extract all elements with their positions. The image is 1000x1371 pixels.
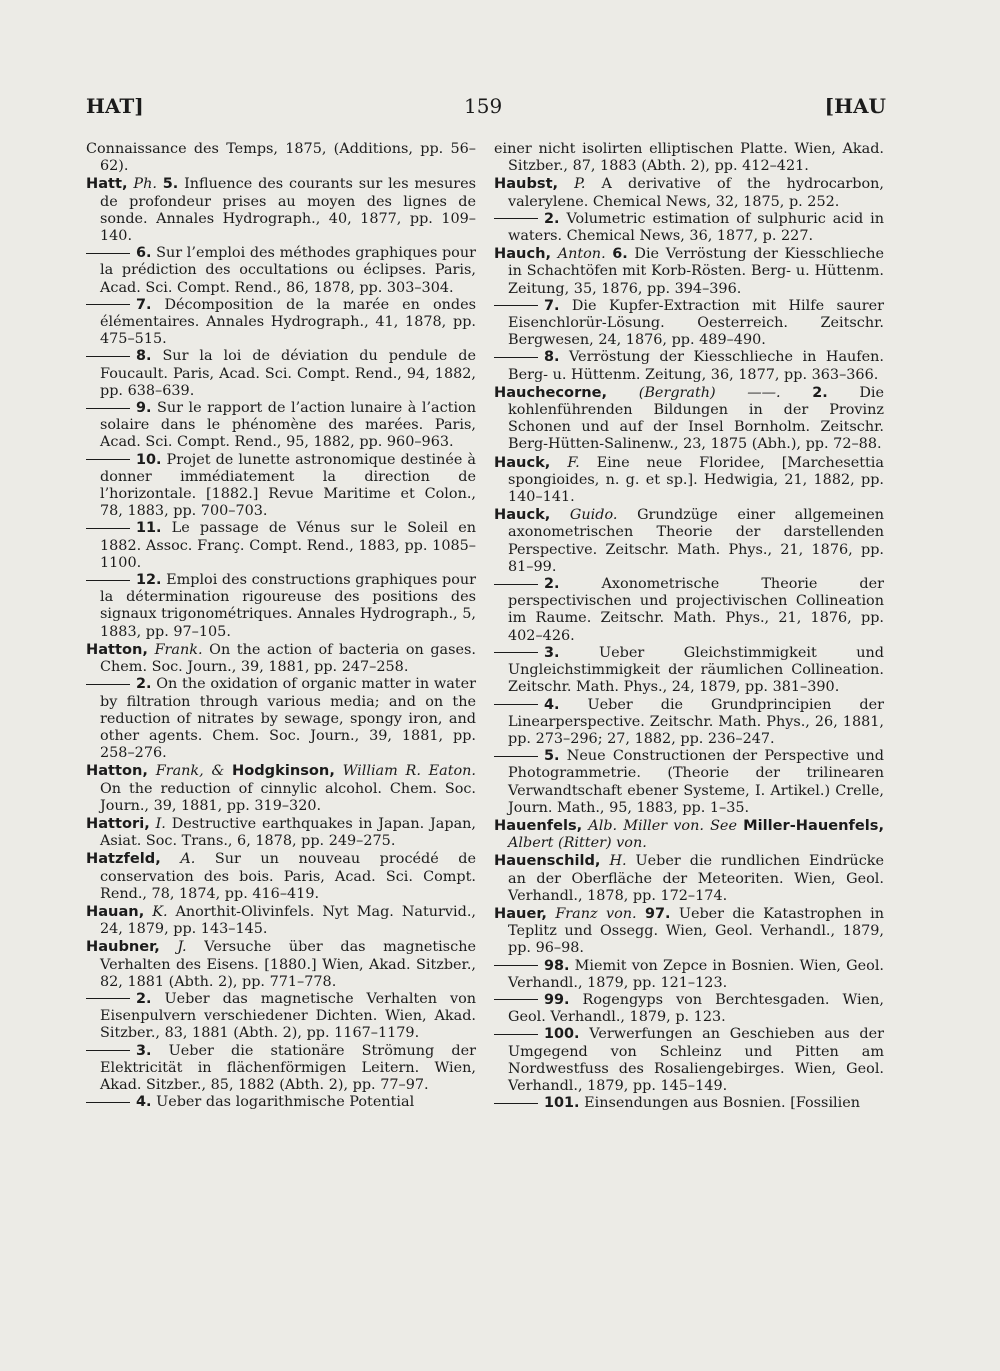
bibliography-entry: [86, 245, 476, 297]
author-name: Hatt,: [86, 175, 128, 193]
bibliography-entry: [494, 384, 884, 454]
bibliography-entry: [86, 175, 476, 245]
coauthor-name: Miller-Hauenfels,: [743, 816, 884, 834]
entry-text: Connaissance des Temps, 1875, (Additions, pp. 56–62).: [86, 141, 476, 175]
ditto-dash: [86, 998, 130, 999]
entry-number: 5.: [162, 176, 179, 193]
author-forename: F.: [567, 454, 580, 471]
author-forename: Franz von.: [555, 905, 637, 922]
bibliography-entry: [494, 817, 884, 852]
bibliography-entry: [494, 1026, 884, 1095]
entry-text: Sur un nouveau procédé de conservation des bois. Paris, Acad. Sci. Compt. Rend., 78, 1874, pp. 416–419.: [100, 851, 477, 902]
author-name: Hauch,: [494, 245, 552, 263]
bibliography-entry: [86, 452, 476, 521]
entry-number: 4.: [544, 696, 560, 713]
ditto-dash: [494, 584, 538, 585]
author-forename: Frank.: [154, 641, 203, 658]
entry-number: 11.: [136, 520, 162, 537]
bibliography-entry: [494, 697, 884, 749]
bibliography-entry: [86, 520, 476, 572]
entry-number: 2.: [136, 676, 152, 693]
bibliography-entry: [494, 175, 884, 210]
entry-number: 6.: [612, 246, 628, 263]
author-name: Hauchecorne,: [494, 383, 608, 401]
entry-text: Sur la loi de déviation du pendule de Foucault. Paris, Acad. Sci. Compt. Rend., 94, 1882, pp. 638–639.: [100, 348, 477, 399]
entry-text: Miemit von Zepce in Bosnien. Wien, Geol. Verhandl., 1879, pp. 121–123.: [508, 957, 884, 991]
bibliography-entry: [494, 1095, 884, 1112]
bibliography-entry: [86, 297, 476, 349]
bibliography-entry: [494, 454, 884, 507]
author-name: Hatzfeld,: [86, 850, 161, 868]
ditto-dash: [86, 684, 130, 685]
entry-text: Rogengyps von Berchtesgaden. Wien, Geol. Verhandl., 1879, p. 123.: [508, 991, 884, 1026]
entry-number: 7.: [136, 296, 152, 313]
ditto-dash: [494, 1034, 538, 1035]
entry-number: 2.: [544, 576, 560, 593]
ditto-dash: [494, 305, 538, 306]
ditto-dash: [86, 580, 130, 581]
bibliography-entry: [494, 748, 884, 817]
bibliography-entry: [494, 349, 884, 383]
bibliography-entry: [86, 572, 476, 641]
entry-text: Volumetric estimation of sulphuric acid in waters. Chemical News, 36, 1877, p. 227.: [508, 210, 885, 245]
author-name: Hattori,: [86, 814, 150, 832]
entry-number: 9.: [136, 400, 152, 417]
ditto-dash: [494, 704, 538, 705]
entry-number: 2.: [136, 990, 152, 1007]
page-header: [86, 94, 886, 124]
entry-number: 99.: [544, 991, 570, 1008]
author-name: Hauenschild,: [494, 852, 601, 870]
author-name: Hauan,: [86, 902, 145, 920]
ditto-dash: [494, 756, 538, 757]
entry-number: 98.: [544, 957, 570, 974]
entry-number: 8.: [136, 348, 152, 365]
bibliography-entry: [494, 506, 884, 576]
author-name: Hatton,: [86, 762, 148, 780]
entry-number: 5.: [544, 748, 560, 765]
page-number: 159: [464, 94, 503, 118]
bibliography-entry: [86, 991, 476, 1043]
author-forename: H.: [609, 853, 627, 870]
entry-number: 100.: [544, 1026, 580, 1043]
entry-text: Ueber das logarithmische Potential: [156, 1094, 415, 1111]
coauthor-forename: Albert (Ritter) von.: [508, 835, 647, 852]
bibliography-entry: [494, 905, 884, 958]
running-head-left: HAT]: [86, 94, 144, 118]
author-forename: A.: [180, 851, 196, 868]
author-forename: Ph.: [133, 176, 157, 193]
ditto-dash: [494, 357, 538, 358]
author-name: Hauck,: [494, 453, 551, 471]
entry-text: A derivative of the hydrocarbon, valerylene. Chemical News, 32, 1875, p. 252.: [508, 176, 884, 210]
entry-text: Sur le rapport de l’action lunaire à l’action solaire dans le phénomène des marées. Paris, Acad. Sci. Compt. Rend., 95, 1882, pp. 960–963.: [100, 400, 477, 451]
author-name: Haubst,: [494, 175, 559, 193]
entry-text: Ueber das magnetische Verhalten von Eisenpulvern verschiedener Dichten. Wien, Akad. Sitzber., 83, 1881 (Abth. 2), pp. 1167–1179.: [100, 990, 477, 1042]
author-name: Haubner,: [86, 938, 160, 956]
entry-text: On the action of bacteria on gases. Chem. Soc. Journ., 39, 1881, pp. 247–258.: [100, 641, 476, 676]
entry-text: Verwerfungen an Geschieben aus der Umgegend von Schleinz und Pitten am Nordwestfuss des Rosaliengebirges. Wien, Geol. Verhandl., 1879, pp. 145–149.: [508, 1026, 884, 1094]
author-name: Hauck,: [494, 506, 551, 524]
bibliography-entry: [494, 298, 884, 350]
entry-text: On the oxidation of organic matter in water by filtration through various media; and on the reduction of nitrates by sewage, spongy iron, and other agents. Chem. Soc. Journ., 39, 1881, pp. 258–276.: [100, 676, 476, 762]
running-head-right: [HAU: [824, 94, 886, 118]
entry-text: einer nicht isolirten elliptischen Platte. Wien, Akad. Sitzber., 87, 1883 (Abth. 2), pp. 412–421.: [494, 141, 884, 175]
bibliography-entry: [86, 676, 476, 762]
entry-number: 6.: [136, 245, 152, 262]
author-name: Hauer,: [494, 904, 547, 922]
bibliography-entry: [86, 348, 476, 400]
bibliography-entry: [494, 576, 884, 645]
entry-text: Einsendungen aus Bosnien. [Fossilien: [584, 1095, 861, 1112]
bibliography-entry: [86, 400, 476, 452]
entry-text: Projet de lunette astronomique destinée à donner immédiatement la direction de l’horizontale. [1882.] Revue Maritime et Colon., 78, 1883, pp. 700–703.: [100, 451, 477, 520]
entry-text: Destructive earthquakes in Japan. Japan, Asiat. Soc. Trans., 6, 1878, pp. 249–275.: [100, 815, 476, 850]
ditto-dash: [86, 356, 130, 357]
bibliography-entry: [86, 815, 476, 850]
entry-text: Ueber die rundlichen Eindrücke an der Oberfläche der Meteoriten. Wien, Geol. Verhandl., 1878, pp. 172–174.: [508, 853, 884, 904]
ditto-dash: [494, 999, 538, 1000]
ditto-dash: [86, 253, 130, 254]
entry-number: 8.: [544, 349, 560, 366]
entry-number: 101.: [544, 1095, 580, 1112]
entry-text: Décomposition de la marée en ondes élémentaires. Annales Hydrograph., 41, 1878, pp. 475–515.: [100, 296, 477, 348]
bibliography-entry: [86, 141, 476, 175]
bibliography-entry: [494, 211, 884, 245]
right-column: [494, 141, 884, 1112]
entry-text: Ueber die Grundprincipien der Linearperspective. Zeitschr. Math. Phys., 26, 1881, pp. 273–296; 27, 1882, pp. 236–247.: [508, 696, 884, 747]
entry-text: On the reduction of cinnylic alcohol. Chem. Soc. Journ., 39, 1881, pp. 319–320.: [100, 780, 476, 814]
entry-text: Die Kupfer-Extraction mit Hilfe saurer Eisenchlorür-Lösung. Oesterreich. Zeitschr. Bergwesen, 24, 1876, pp. 489–490.: [508, 297, 885, 349]
bibliography-entry: [86, 903, 476, 938]
ditto-dash: [494, 218, 538, 219]
entry-text: Emploi des constructions graphiques pour la détermination rigoureuse des positions des signaux trigonométriques. Annales Hydrograph., 5, 1883, pp. 97–105.: [100, 572, 477, 640]
entry-number: 3.: [544, 644, 560, 661]
coauthor-name: Hodgkinson,: [231, 762, 335, 780]
author-forename: Anton.: [557, 246, 606, 263]
left-column: [86, 141, 476, 1111]
author-forename: P.: [574, 176, 586, 193]
ditto-dash: [86, 408, 130, 409]
bibliography-entry: [494, 852, 884, 905]
entry-text: Versuche über das magnetische Verhalten des Eisens. [1880.] Wien, Akad. Sitzber., 82, 1881 (Abth. 2), pp. 771–778.: [100, 939, 476, 990]
ditto-dash: [86, 1050, 130, 1051]
entry-text: Grundzüge einer allgemeinen axonometrischen Theorie der darstellenden Perspective. Zeitschr. Math. Phys., 21, 1876, pp. 81–99.: [508, 507, 884, 575]
entry-text: Eine neue Floridee, [Marchesettia spongioides, n. g. et sp.]. Hedwigia, 21, 1882, pp. 140–141.: [508, 454, 884, 506]
ditto-dash: [494, 965, 538, 966]
bibliography-entry: [86, 1043, 476, 1095]
author-forename: I.: [155, 815, 166, 832]
bibliography-entry: [494, 645, 884, 697]
entry-text: Ueber Gleichstimmigkeit und Ungleichstimmigkeit der räumlichen Collineation. Zeitschr. Math. Phys., 24, 1879, pp. 381–390.: [508, 644, 884, 696]
author-forename: (Bergrath) ——.: [638, 384, 781, 401]
bibliography-entry: [86, 1094, 476, 1111]
ditto-dash: [86, 528, 130, 529]
entry-number: 4.: [136, 1094, 152, 1111]
ditto-dash: [494, 1103, 538, 1104]
bibliography-entry: [86, 762, 476, 815]
author-forename: Guido.: [569, 507, 618, 524]
ditto-dash: [86, 459, 130, 460]
entry-number: 97.: [644, 905, 671, 922]
entry-number: 12.: [136, 572, 162, 589]
entry-text: Le passage de Vénus sur le Soleil en 1882. Assoc. Franç. Compt. Rend., 1883, pp. 1085–1100.: [100, 520, 477, 571]
entry-number: 3.: [136, 1042, 152, 1059]
bibliography-entry: [494, 141, 884, 175]
bibliography-entry: [86, 641, 476, 676]
ditto-dash: [86, 1102, 130, 1103]
entry-text: Axonometrische Theorie der perspectivischen und projectivischen Collineation im Raume. Zeitschr. Math. Phys., 21, 1876, pp. 402–426.: [508, 576, 885, 644]
author-forename: Alb. Miller von. See: [588, 817, 737, 834]
entry-number: 2.: [544, 210, 560, 227]
entry-text: Sur l’emploi des méthodes graphiques pour la prédiction des occultations ou éclipses. Paris, Acad. Sci. Compt. Rend., 86, 1878, pp. 303–304.: [100, 245, 476, 296]
bibliography-entry: [494, 958, 884, 992]
entry-text: Influence des courants sur les mesures de profondeur prises au moyen des lignes de sonde. Annales Hydrograph., 40, 1877, pp. 109–140.: [100, 176, 476, 245]
ditto-dash: [86, 304, 130, 305]
entry-number: 7.: [544, 297, 560, 314]
coauthor-forename: William R. Eaton.: [342, 763, 477, 780]
author-forename: K.: [152, 903, 168, 920]
entry-text: Anorthit-Olivinfels. Nyt Mag. Naturvid., 24, 1879, pp. 143–145.: [100, 903, 477, 938]
entry-number: 2.: [812, 384, 828, 401]
bibliography-entry: [86, 938, 476, 991]
bibliography-entry: [494, 245, 884, 298]
entry-text: Die kohlenführenden Bildungen in der Provinz Schonen und auf der Insel Bornholm. Zeitschr. Berg-Hütten-Salinenw., 23, 1875 (Abh.), pp. 72–88.: [508, 384, 885, 453]
entry-number: 10.: [136, 451, 162, 468]
bibliography-entry: [86, 850, 476, 903]
entry-text: Ueber die Katastrophen in Teplitz und Ossegg. Wien, Geol. Verhandl., 1879, pp. 96–98.: [508, 905, 884, 957]
author-forename: Frank, &: [155, 763, 232, 780]
entry-text: Neue Constructionen der Perspective und Photogrammetrie. (Theorie der trilinearen Verwandtschaft ebener Systeme, I. Artikel.) Crelle, Journ. Math., 95, 1883, pp. 1–35.: [508, 748, 884, 816]
entry-text: Ueber die stationäre Strömung der Elektricität in flächenförmigen Leitern. Wien, Akad. Sitzber., 85, 1882 (Abth. 2), pp. 77–97.: [100, 1042, 476, 1093]
author-forename: J.: [177, 939, 187, 956]
bibliography-entry: [494, 992, 884, 1026]
author-name: Hatton,: [86, 640, 148, 658]
entry-text: Verröstung der Kiesschlieche in Haufen. Berg- u. Hüttenm. Zeitung, 36, 1877, pp. 363–366.: [508, 349, 884, 383]
author-name: Hauenfels,: [494, 816, 583, 834]
entry-text: Die Verröstung der Kiesschlieche in Schachtöfen mit Korb-Rösten. Berg- u. Hüttenm. Zeitung, 35, 1876, pp. 394–396.: [508, 246, 885, 297]
ditto-dash: [494, 652, 538, 653]
